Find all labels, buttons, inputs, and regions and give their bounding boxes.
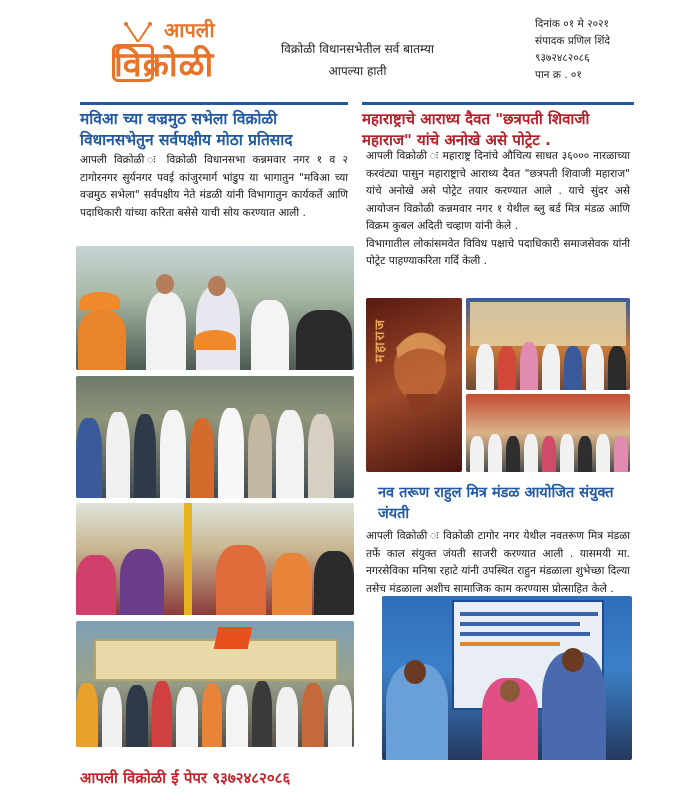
photo-rally-group <box>76 246 354 370</box>
masthead-logo <box>112 14 262 86</box>
saffron-flag <box>214 627 253 649</box>
right-article-headline: महाराष्ट्राचे आराध्य दैवत "छत्रपती शिवाजी महाराज" यांचे अनोखे असे पोट्रेट . <box>362 102 634 151</box>
person-figure <box>328 685 352 747</box>
person-figure <box>488 434 502 472</box>
person-figure <box>564 346 582 390</box>
right-article-body <box>366 148 630 271</box>
person-figure <box>520 342 538 390</box>
issue-editor: संपादक प्रणिल शिंदे <box>535 35 610 47</box>
flex-text-line <box>460 622 580 626</box>
footer-epaper-contact: आपली विक्रोळी ई पेपर ९३७२४८२०८६ <box>80 769 291 787</box>
bus-pole <box>184 503 192 615</box>
person-figure <box>276 687 298 747</box>
saffron-cap <box>80 292 120 310</box>
person-figure <box>160 410 186 498</box>
person-figure <box>476 344 494 390</box>
photo-group-standing <box>76 376 354 498</box>
person-figure <box>542 436 556 472</box>
person-figure <box>560 434 574 472</box>
person-figure <box>308 414 334 498</box>
person-figure <box>196 286 240 370</box>
person-figure <box>586 344 604 390</box>
photo-bus-crowd <box>76 621 354 747</box>
person-figure <box>190 418 214 498</box>
right-article-paragraph-1: आपली विक्रोळी ः महाराष्ट्र दिनांचे औचित्य साधत ३६००० नारळाच्या करवंट्या पासुन महाराष्ट्राचे आराध्य दैवत "छत्रपती शिवाजी महाराज" यांचे अनोखे असे पोट्रेट तयार करण्यात आले . याचे सुंदर असे आयोजन विक्रोळी कन्नमवार नगर १ येथील ब्लु बर्ड मित्र मंडळ आणि विक्रम कुबल अदिती चव्हाण यांनी केले . <box>366 150 630 232</box>
person-figure <box>152 681 172 747</box>
person-figure <box>218 408 244 498</box>
person-figure <box>216 545 266 615</box>
person-figure <box>596 434 610 472</box>
person-figure <box>248 414 272 498</box>
flex-text-line <box>460 632 590 636</box>
stage-banner <box>470 302 626 346</box>
person-figure <box>314 551 354 615</box>
right-article-paragraph-2: विभागातील लोकांसमवेत विविध पक्षाचे पदाधिकारी समाजसेवक यांनी पोट्रेट पाहण्याकरिता गर्दि केली . <box>366 237 630 267</box>
person-figure <box>498 346 516 390</box>
person-figure <box>126 685 148 747</box>
person-figure <box>608 346 626 390</box>
person-figure <box>272 553 312 615</box>
left-article-headline: मविआ च्या वज्रमुठ सभेला विक्रोळी विधानसभेतुन सर्वपक्षीय मोठा प्रतिसाद <box>80 102 348 151</box>
tv-antenna-icon <box>120 22 156 42</box>
person-figure <box>470 436 484 472</box>
person-figure <box>76 683 98 747</box>
person-figure <box>251 300 289 370</box>
person-head <box>562 648 584 672</box>
tagline-line-2: आपल्या हाती <box>328 64 387 78</box>
person-figure <box>226 685 248 747</box>
person-figure <box>276 410 304 498</box>
person-figure <box>176 687 198 747</box>
person-figure <box>302 683 324 747</box>
saffron-cap <box>194 330 236 350</box>
issue-date: दिनांक ०१ मे २०२१ <box>535 18 609 30</box>
person-figure <box>120 549 164 615</box>
person-figure <box>614 436 628 472</box>
person-figure <box>78 310 126 370</box>
left-article-body: आपली विक्रोळी ः विक्रोळी विधानसभा कन्नमवार नगर १ व २ टागोरनगर सुर्यनगर पवई कांजुरमार्ग भांडुप या भागातुन "मविआ च्या वज्रमुठ सभेला" सर्वपक्षीय नेते मंडळी यांनी विभागातुन कार्यकर्ते आणि पदाधिकारी यांच्या करिता बसेसे याची सोय करण्यात आली . <box>80 154 348 219</box>
photo-event-stage <box>466 298 630 390</box>
person-figure <box>296 310 352 370</box>
person-figure <box>76 418 102 498</box>
flex-text-line <box>460 642 560 646</box>
photo-women-bus <box>76 503 354 615</box>
right-article-2-headline: नव तरूण राहुल मित्र मंडळ आयोजित संयुक्त जंयती <box>378 485 614 522</box>
photo-felicitation <box>382 596 632 760</box>
person-head <box>156 274 174 294</box>
person-figure <box>202 683 222 747</box>
tagline-line-1: विक्रोळी विधानसभेतील सर्व बातम्या <box>281 42 434 56</box>
masthead-tagline <box>270 38 445 82</box>
person-head <box>208 276 226 296</box>
flex-text-line <box>460 612 598 616</box>
person-figure <box>106 412 130 498</box>
person-figure <box>102 687 122 747</box>
issue-phone: ९३७२४८२०८६ <box>535 52 590 64</box>
logo-big-text: विक्रोळी <box>114 45 215 85</box>
person-figure <box>524 434 538 472</box>
photo-event-crowd <box>466 394 630 472</box>
person-figure <box>542 344 560 390</box>
person-figure <box>76 555 116 615</box>
person-figure <box>252 681 272 747</box>
person-figure <box>578 436 592 472</box>
issue-page: पान क्र . ०१ <box>535 69 582 81</box>
person-head <box>404 660 426 684</box>
logo-small-text: आपली <box>164 18 215 42</box>
right-article-2-body: आपली विक्रोळी ः विक्रोळी टागोर नगर येथील नवतरूण मित्र मंडळा तर्फे काल संयुक्त जंयती साजरी करण्यात आली . यासमयी मा. नगरसेविका मनिषा रहाटे यांनी उपस्थित राहुन मंडळाला शुभेच्छा दिल्या तसेच मंडळाला अशीच सामाजिक काम करण्यास प्रोत्साहित केले . <box>366 530 630 595</box>
person-head <box>500 680 520 702</box>
issue-meta <box>535 16 685 84</box>
person-figure <box>506 436 520 472</box>
portrait-label: महाराज <box>373 318 388 363</box>
person-figure <box>146 292 186 370</box>
person-figure <box>134 414 156 498</box>
